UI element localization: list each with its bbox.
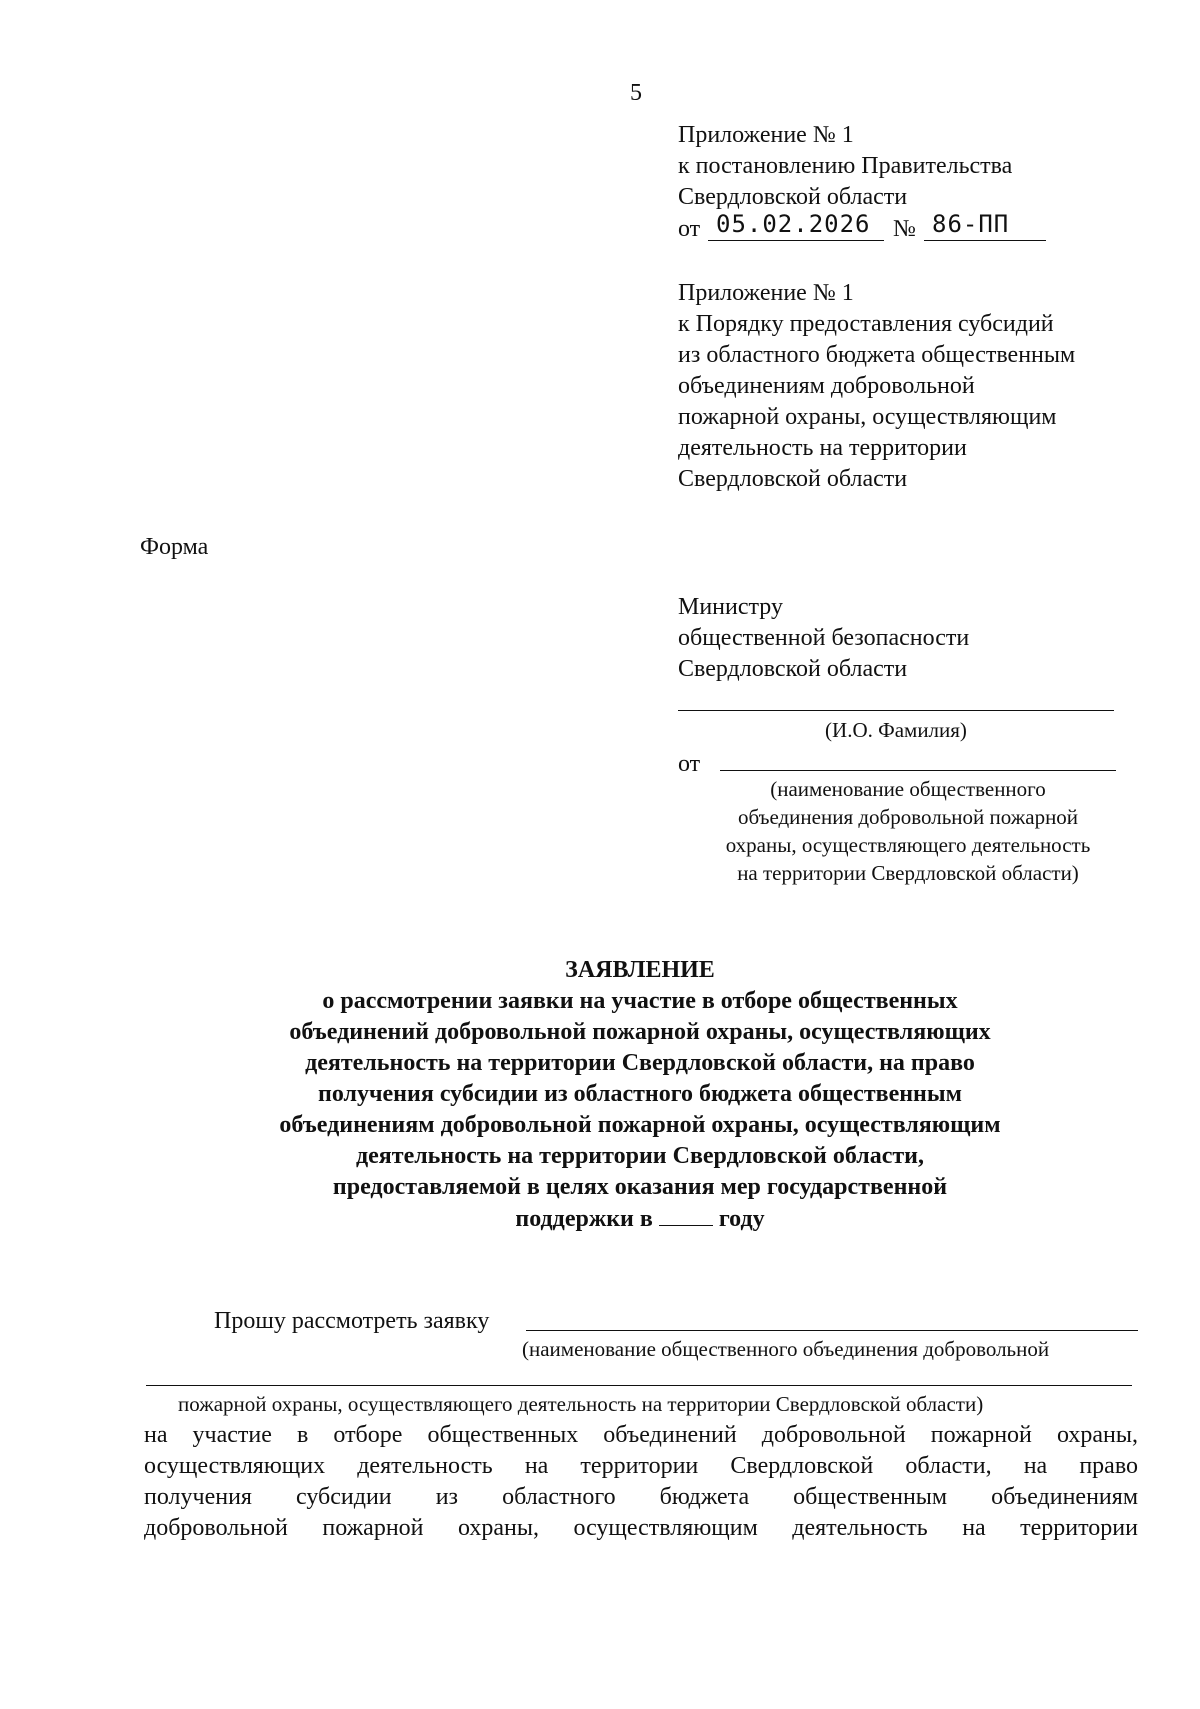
statement-title: ЗАЯВЛЕНИЕ: [565, 957, 715, 983]
form-label: Форма: [140, 534, 209, 560]
subtitle-line: деятельность на территории Свердловской области,: [356, 1143, 924, 1169]
resolution-number: 86-ПП: [932, 210, 1010, 238]
appendix-line: к Порядку предоставления субсидий: [678, 311, 1054, 337]
appendix-line: Приложение № 1: [678, 280, 854, 306]
body-line: на участие в отборе общественных объединений добровольной пожарной охраны,: [144, 1422, 1138, 1448]
appendix-line: Приложение № 1: [678, 122, 854, 148]
organization-name-field[interactable]: [526, 1330, 1138, 1331]
appendix-line: пожарной охраны, осуществляющим: [678, 404, 1057, 430]
appendix-resolution-block: [678, 120, 1012, 213]
organization-name-field-cont[interactable]: [146, 1385, 1132, 1386]
subtitle-line: [40, 1203, 1200, 1235]
minister-name-field[interactable]: [678, 710, 1114, 711]
year-suffix: году: [718, 1206, 765, 1232]
subtitle-line: объединениям добровольной пожарной охраны, осуществляющим: [279, 1112, 1001, 1138]
applicant-name-field[interactable]: [720, 770, 1116, 771]
name-caption: (И.О. Фамилия): [825, 718, 967, 742]
year-prefix: поддержки в: [515, 1206, 653, 1232]
subtitle-line: получения субсидии из областного бюджета общественным: [318, 1081, 962, 1107]
addressee-line: общественной безопасности: [678, 625, 970, 651]
appendix-line: объединениям добровольной: [678, 373, 975, 399]
body-line: осуществляющих деятельность на территории Свердловской области, на право: [144, 1453, 1138, 1479]
date-underline: [708, 240, 884, 241]
number-underline: [924, 240, 1046, 241]
request-body: [144, 1420, 1138, 1544]
caption-line: на территории Свердловской области): [737, 861, 1079, 885]
subtitle-line: о рассмотрении заявки на участие в отборе общественных: [322, 988, 958, 1014]
addressee-block: [678, 592, 969, 685]
request-lead: Прошу рассмотреть заявку: [214, 1308, 490, 1334]
appendix-line: из областного бюджета общественным: [678, 342, 1076, 368]
appendix-line: к постановлению Правительства: [678, 153, 1013, 179]
addressee-line: Министру: [678, 594, 783, 620]
year-field[interactable]: [659, 1203, 713, 1226]
addressee-line: Свердловской области: [678, 656, 908, 682]
request-caption-2: пожарной охраны, осуществляющего деятельность на территории Свердловской области): [178, 1392, 984, 1416]
appendix-line: Свердловской области: [678, 184, 908, 210]
from-caption: [688, 775, 1128, 887]
body-line: получения субсидии из областного бюджета общественным объединениям: [144, 1484, 1138, 1510]
body-line: добровольной пожарной охраны, осуществляющим деятельность на территории: [144, 1515, 1138, 1541]
subtitle-line: деятельность на территории Свердловской области, на право: [305, 1050, 975, 1076]
resolution-date: 05.02.2026: [716, 210, 871, 238]
appendix-procedure-block: [678, 278, 1075, 495]
date-prefix: от: [678, 216, 701, 242]
appendix-line: Свердловской области: [678, 466, 908, 492]
subtitle-line: объединений добровольной пожарной охраны, осуществляющих: [289, 1019, 991, 1045]
appendix-line: деятельность на территории: [678, 435, 967, 461]
page-number: 5: [630, 80, 642, 106]
caption-line: (наименование общественного: [770, 777, 1046, 801]
from-prefix: от: [678, 751, 701, 777]
statement-subtitle: [40, 986, 1200, 1235]
caption-line: объединения добровольной пожарной: [737, 805, 1079, 829]
request-caption-1: (наименование общественного объединения добровольной: [522, 1337, 1050, 1361]
subtitle-line: предоставляемой в целях оказания мер государственной: [332, 1174, 948, 1200]
number-prefix: №: [893, 216, 916, 242]
caption-line: охраны, осуществляющего деятельность: [725, 833, 1091, 857]
